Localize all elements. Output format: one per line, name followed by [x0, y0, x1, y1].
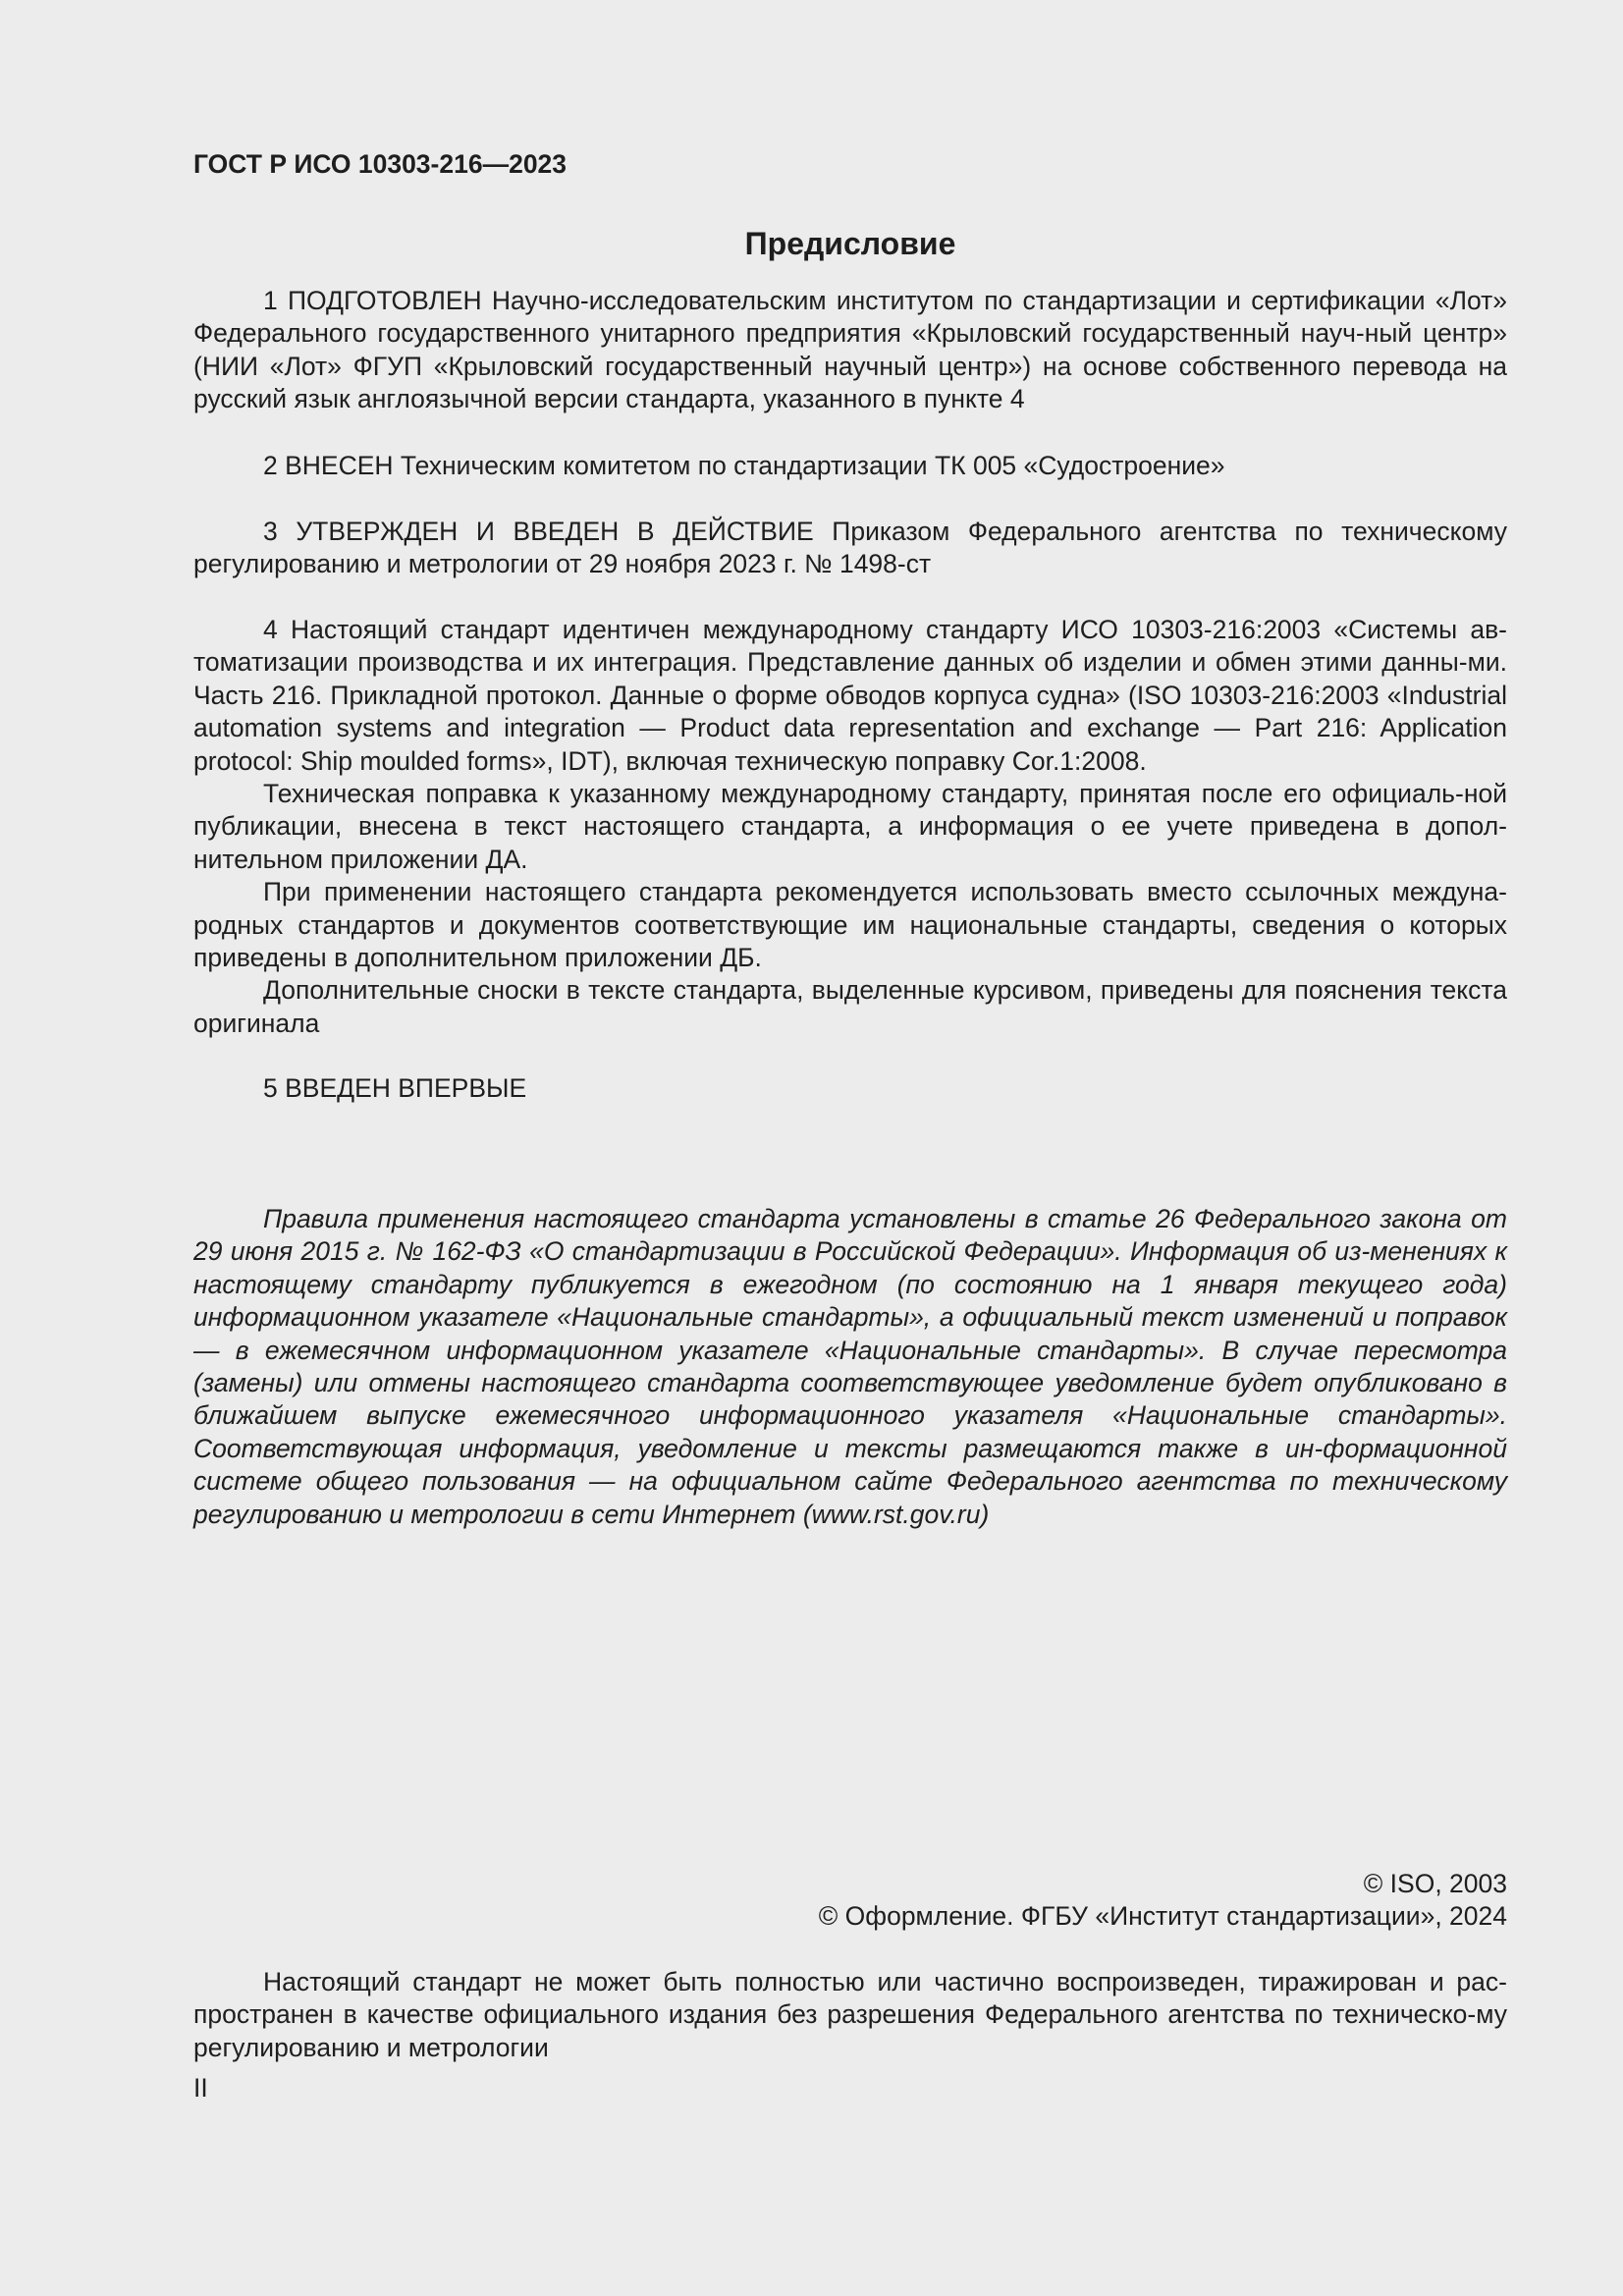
- reproduction-notice: [193, 1966, 1507, 2064]
- page-title: Предисловие: [744, 226, 956, 261]
- reproduction-notice-text: Настоящий стандарт не может быть полностью или частично воспроизведен, тиражирован и рас-пространен в качестве официального издания без разрешения Федерального агентства по техническо-му регулированию и метрологии: [193, 1967, 1507, 2062]
- item-5: [193, 1072, 1507, 1105]
- item-1: [193, 285, 1507, 416]
- copyright-design: © Оформление. ФГБУ «Институт стандартизации», 2024: [818, 1901, 1507, 1932]
- item-2-text: 2 ВНЕСЕН Техническим комитетом по стандартизации ТК 005 «Судостроение»: [263, 451, 1225, 480]
- item-5-text: 5 ВВЕДЕН ВПЕРВЫЕ: [263, 1073, 527, 1103]
- item-3-text: 3 УТВЕРЖДЕН И ВВЕДЕН В ДЕЙСТВИЕ Приказом Федерального агентства по техническому регулированию и метрологии от 29 ноября 2023 г. № 1498-ст: [193, 517, 1507, 579]
- rules-notice: [193, 1203, 1507, 1531]
- item-4-correction-text: Техническая поправка к указанному международному стандарту, принятая после его официаль-ной публикации, внесена в текст настоящего стандарта, а информация о ее учете приведена в допол-нительном приложении ДА.: [193, 779, 1507, 874]
- item-4: [193, 614, 1507, 1040]
- item-3: [193, 516, 1507, 581]
- item-4-references-text: При применении настоящего стандарта рекомендуется использовать вместо ссылочных междуна-родных стандартов и документов соответствующие им национальные стандарты, сведения о которых приведены в дополнительном приложении ДБ.: [193, 877, 1507, 973]
- page-number: II: [193, 2073, 208, 2103]
- item-1-text: 1 ПОДГОТОВЛЕН Научно-исследовательским институтом по стандартизации и сертификации «Лот» Федерального государственного унитарного предприятия «Крыловский государственный науч-ный центр» (НИИ «Лот» ФГУП «Крыловский государственный научный центр») на основе собственного перевода на русский язык англоязычной версии стандарта, указанного в пункте 4: [193, 286, 1507, 414]
- item-4-main-text: 4 Настоящий стандарт идентичен международному стандарту ИСО 10303-216:2003 «Системы ав-томатизации производства и их интеграция. Представление данных об изделии и обмен этими данны-ми. Часть 216. Прикладной протокол. Данные о форме обводов корпуса судна» (ISO 10303-216:2003 «Industrial automation systems and integration — Product data representation and exchange — Part 216: Application protocol: Ship moulded forms», IDT), включая техническую поправку Cor.1:2008.: [193, 615, 1507, 776]
- document-page: [193, 0, 1507, 2296]
- document-code: ГОСТ Р ИСО 10303-216—2023: [193, 149, 568, 179]
- rules-notice-text: Правила применения настоящего стандарта установлены в статье 26 Федерального закона от 29 июня 2015 г. № 162-ФЗ «О стандартизации в Российской Федерации». Информация об из-менениях к настоящему стандарту публикуется в ежегодном (по состоянию на 1 января текущего года) информационном указателе «Национальные стандарты», а официальный текст изменений и поправок — в ежемесячном информационном указателе «Национальные стандарты». В случае пересмотра (замены) или отмены настоящего стандарта соответствующее уведомление будет опубликовано в ближайшем выпуске ежемесячного информационного указателя «Национальные стандарты». Соответствующая информация, уведомление и тексты размещаются также в ин-формационной системе общего пользования — на официальном сайте Федерального агентства по техническому регулированию и метрологии в сети Интернет (www.rst.gov.ru): [193, 1204, 1507, 1529]
- item-2: [193, 450, 1507, 482]
- item-4-footnotes-text: Дополнительные сноски в тексте стандарта, выделенные курсивом, приведены для пояснения текста оригинала: [193, 975, 1507, 1038]
- copyright-iso: © ISO, 2003: [1363, 1869, 1507, 1898]
- copyright-block: [193, 1868, 1507, 1934]
